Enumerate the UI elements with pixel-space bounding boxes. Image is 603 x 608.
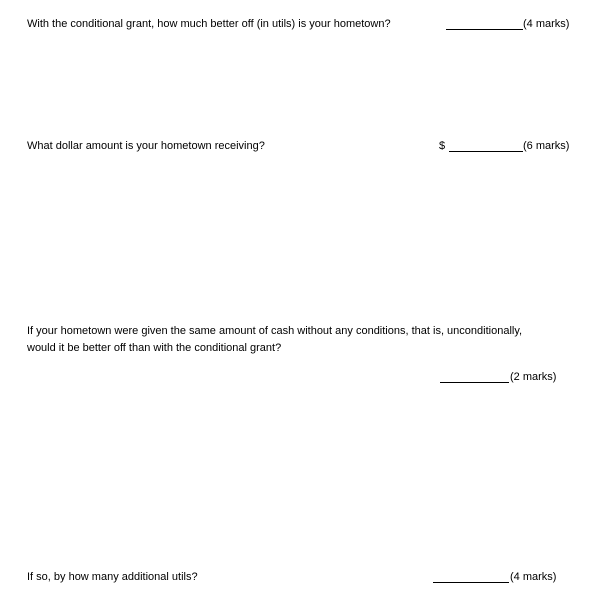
question-2-text: What dollar amount is your hometown receiving? [27,140,265,152]
question-4-answer-blank[interactable] [433,582,509,583]
question-3-text-line-2: would it be better off than with the conditional grant? [27,342,282,354]
question-3-text-line-1: If your hometown were given the same amount of cash without any conditions, that is, unconditionally, [27,325,523,337]
question-2-dollar-sign: $ [439,140,446,152]
question-1-answer-blank[interactable] [446,29,523,30]
question-2-answer-blank[interactable] [449,151,523,152]
question-4-text: If so, by how many additional utils? [27,571,198,583]
question-1-text: With the conditional grant, how much better off (in utils) is your hometown? [27,18,391,30]
question-1-marks: (4 marks) [523,18,570,30]
question-3-marks: (2 marks) [510,371,557,383]
question-4-marks: (4 marks) [510,571,557,583]
question-3-answer-blank[interactable] [440,382,509,383]
question-2-marks: (6 marks) [523,140,570,152]
